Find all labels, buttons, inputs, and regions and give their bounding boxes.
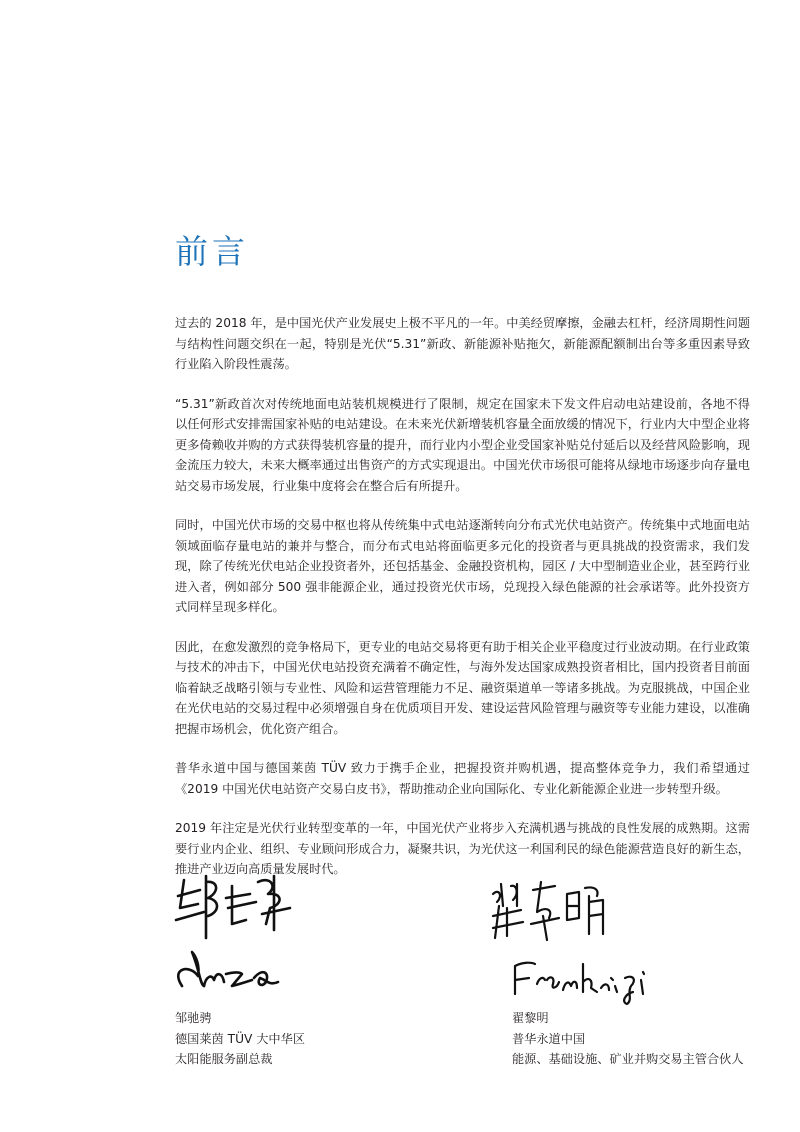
signatory-role: 太阳能服务副总裁 bbox=[175, 1052, 273, 1066]
signatory-right bbox=[512, 1008, 744, 1070]
paragraph: 过去的 2018 年，是中国光伏产业发展史上极不平凡的一年。中美经贸摩擦，金融去杠杆，经济周期性问题与结构性问题交织在一起，特别是光伏“5.31”新政、新能源补贴拖欠，新能源配额制出台等多重因素导致行业陷入阶段性震荡。 bbox=[175, 316, 751, 371]
signatory-left bbox=[175, 1008, 305, 1070]
paragraph: “5.31”新政首次对传统地面电站装机规模进行了限制，规定在国家未下发文件启动电站建设前，各地不得以任何形式安排需国家补贴的电站建设。在未来光伏新增装机容量全面放缓的情况下，行业内大中型企业将更多倚赖收并购的方式获得装机容量的提升，而行业内小型企业受国家补贴兑付延后以及经营风险影响，现金流压力较大，未来大概率通过出售资产的方式实现退出。中国光伏市场很可能将从绿地市场逐步向存量电站交易市场发展，行业集中度将会在整合后有所提升。 bbox=[175, 396, 750, 493]
signatory-org: 德国莱茵 TÜV 大中华区 bbox=[175, 1031, 305, 1046]
signatory-name: 邹驰骋 bbox=[175, 1011, 212, 1025]
signatory-name: 翟黎明 bbox=[512, 1011, 549, 1025]
signature-right-image bbox=[485, 876, 655, 1006]
signatory-role: 能源、基础设施、矿业并购交易主管合伙人 bbox=[512, 1052, 744, 1066]
paragraph: 同时，中国光伏市场的交易中枢也将从传统集中式电站逐渐转向分布式光伏电站资产。传统集中式地面电站领域面临存量电站的兼并与整合，而分布式电站将面临更多元化的投资者与更具挑战的投资需求，我们发现，除了传统光伏电站企业投资者外，还包括基金、金融投资机构，园区 / 大中型制造业企业，甚至跨行业进入者，例如部分 500 强非能源企业，通过投资光伏市场，兑现投入绿色能源的社会承诺等。此外投资方式同样呈现多样化。 bbox=[175, 518, 750, 614]
paragraph: 普华永道中国与德国莱茵 TÜV 致力于携手企业，把握投资并购机遇，提高整体竞争力，我们希望通过《2019 中国光伏电站资产交易白皮书》，帮助推动企业向国际化、专业化新能源企业进一步转型升级。 bbox=[175, 761, 750, 796]
signature-left-image bbox=[170, 868, 300, 998]
paragraph: 2019 年注定是光伏行业转型变革的一年，中国光伏产业将步入充满机遇与挑战的良性发展的成熟期。这需要行业内企业、组织、专业顾问形成合力，凝聚共识，为光伏这一利国利民的绿色能源营造良好的新生态，推进产业迈向高质量发展时代。 bbox=[175, 821, 750, 876]
signatory-org: 普华永道中国 bbox=[512, 1031, 586, 1046]
preface-body bbox=[175, 313, 750, 899]
paragraph: 因此，在愈发激烈的竞争格局下，更专业的电站交易将更有助于相关企业平稳度过行业波动期。在行业政策与技术的冲击下，中国光伏电站投资充满着不确定性，与海外发达国家成熟投资者相比，国内投资者目前面临着缺乏战略引领与专业性、风险和运营管理能力不足、融资渠道单一等诸多挑战。为克服挑战，中国企业在光伏电站的交易过程中必须增强自身在优质项目开发、建设运营风险管理与融资等专业能力建设，以准确把握市场机会，优化资产组合。 bbox=[175, 639, 750, 736]
page-title: 前言 bbox=[175, 232, 249, 271]
